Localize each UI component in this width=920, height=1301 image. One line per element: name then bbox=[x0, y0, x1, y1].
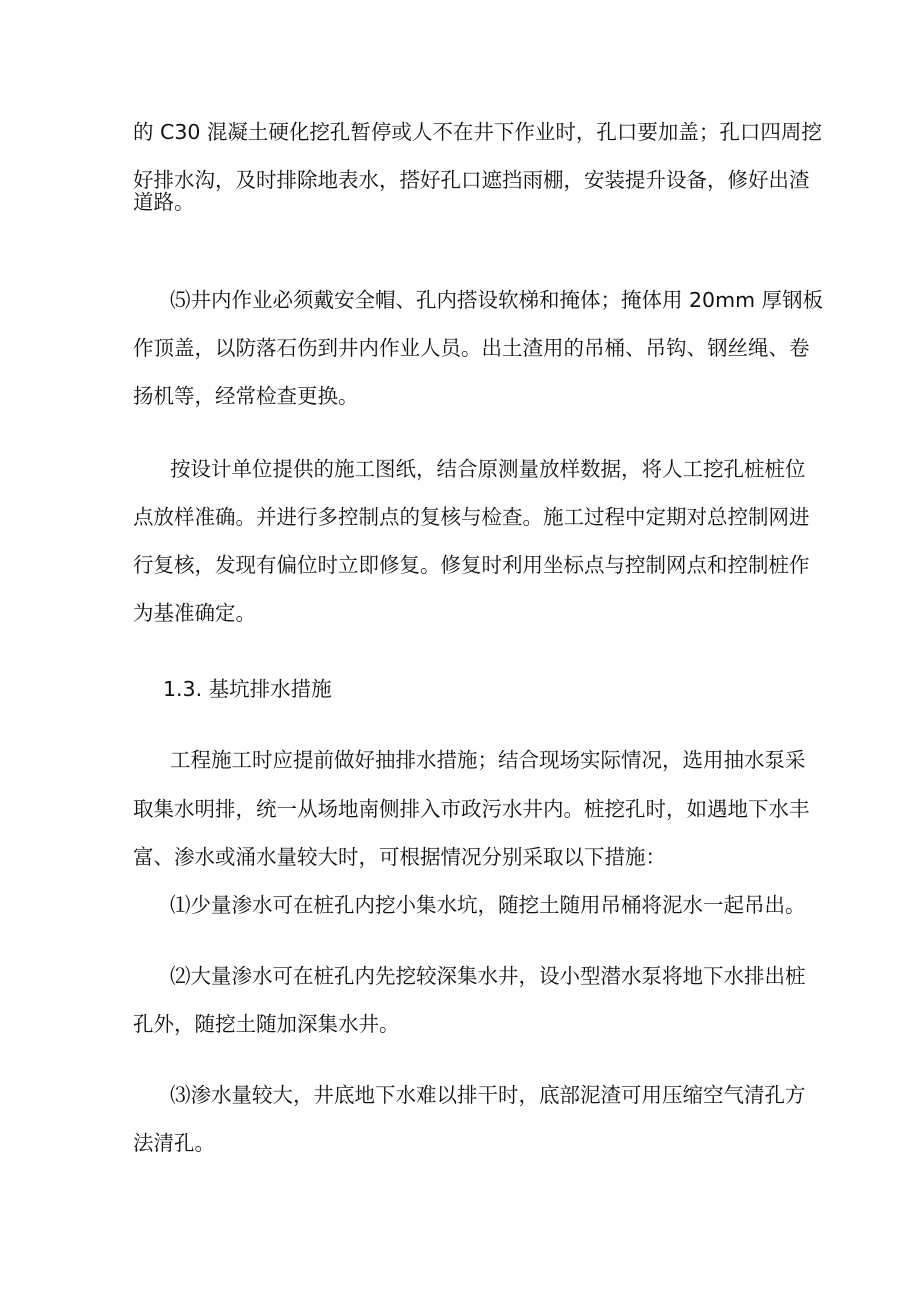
paragraph-3-line-1: 按设计单位提供的施工图纸，结合原测量放样数据，将人工挖孔桩桩位 bbox=[170, 457, 806, 481]
paragraph-1-line-1: 的 C30 混凝土硬化挖孔暂停或人不在井下作业时，孔口要加盖；孔口四周挖 bbox=[133, 120, 822, 144]
paragraph-2-line-2: 作顶盖，以防落石伤到井内作业人员。出土渣用的吊桶、吊钩、钢丝绳、卷 bbox=[133, 336, 810, 360]
paragraph-6-line-2: 孔外，随挖土随加深集水井。 bbox=[133, 1012, 400, 1036]
paragraph-7-line-1: ⑶渗水量较大，井底地下水难以排干时，底部泥渣可用压缩空气清孔方 bbox=[170, 1083, 806, 1107]
paragraph-4-line-2: 取集水明排，统一从场地南侧排入市政污水井内。桩挖孔时，如遇地下水丰 bbox=[133, 797, 810, 821]
paragraph-2-line-1: ⑸井内作业必须戴安全帽、孔内搭设软梯和掩体；掩体用 20mm 厚钢板 bbox=[170, 288, 824, 312]
paragraph-1-line-3: 道路。 bbox=[133, 190, 195, 214]
paragraph-7-line-2: 法清孔。 bbox=[133, 1131, 215, 1155]
paragraph-4-line-3: 富、渗水或涌水量较大时，可根据情况分别采取以下措施： bbox=[133, 845, 666, 869]
paragraph-3-line-3: 行复核，发现有偏位时立即修复。修复时利用坐标点与控制网点和控制桩作 bbox=[133, 553, 810, 577]
paragraph-5-line-1: ⑴少量渗水可在桩孔内挖小集水坑，随挖土随用吊桶将泥水一起吊出。 bbox=[170, 893, 806, 917]
paragraph-3-line-4: 为基准确定。 bbox=[133, 601, 256, 625]
paragraph-1-line-2: 好排水沟，及时排除地表水，搭好孔口遮挡雨棚，安装提升设备，修好出渣 bbox=[133, 168, 810, 192]
paragraph-6-line-1: ⑵大量渗水可在桩孔内先挖较深集水井，设小型潜水泵将地下水排出桩 bbox=[170, 964, 806, 988]
paragraph-2-line-3: 扬机等，经常检查更换。 bbox=[133, 384, 359, 408]
section-heading: 1.3. 基坑排水措施 bbox=[163, 677, 332, 701]
paragraph-4-line-1: 工程施工时应提前做好抽排水措施；结合现场实际情况，选用抽水泵采 bbox=[170, 748, 806, 772]
paragraph-3-line-2: 点放样准确。并进行多控制点的复核与检查。施工过程中定期对总控制网进 bbox=[133, 505, 810, 529]
